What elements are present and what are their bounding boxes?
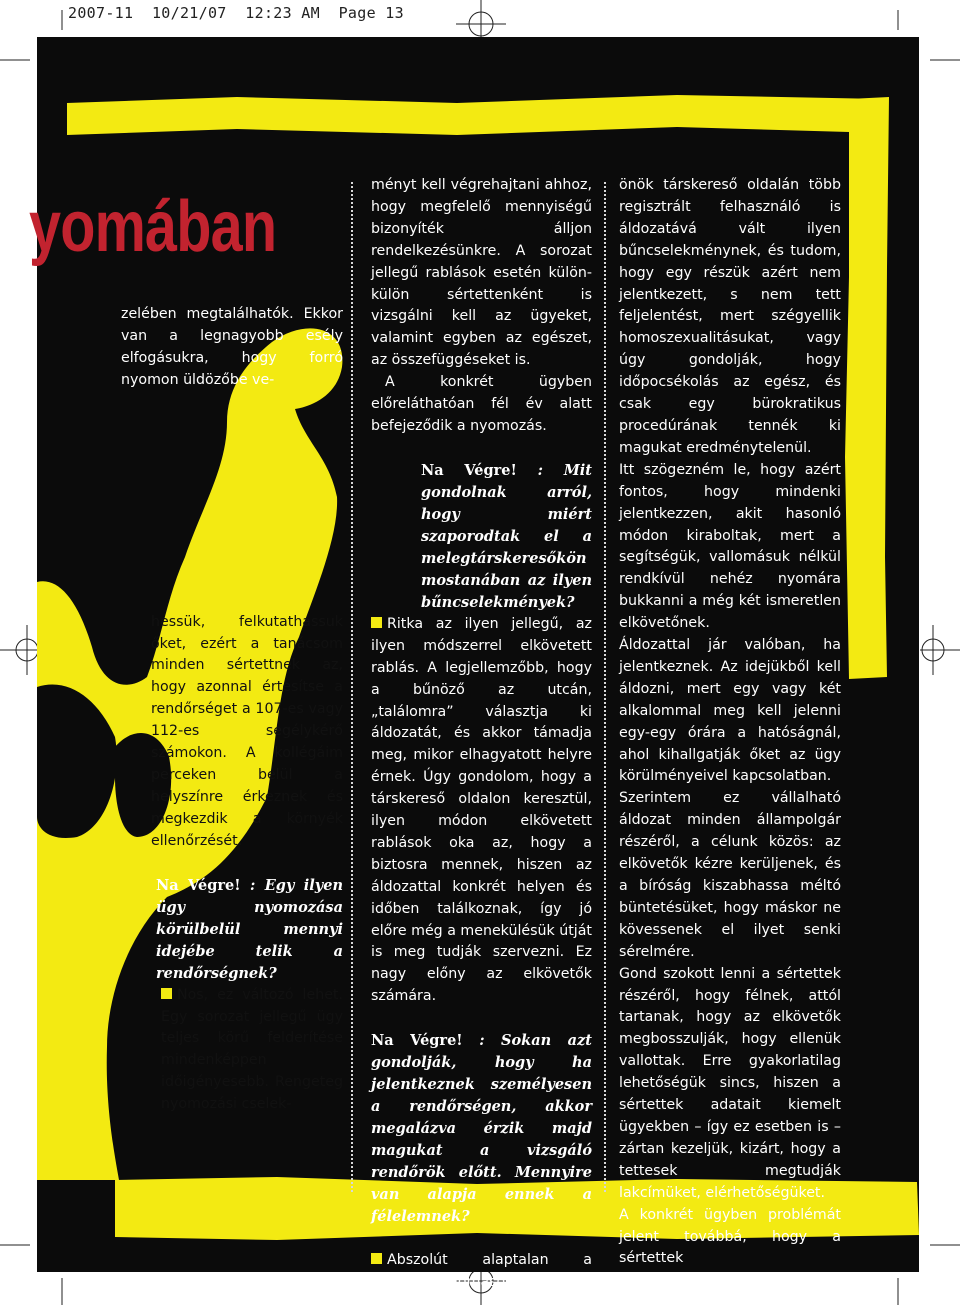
magazine-name: Na Végre! (371, 1032, 463, 1050)
magazine-name: Na Végre! (156, 876, 241, 894)
column-divider-1 (351, 182, 353, 1192)
column-1-paragraph: hessük, felkutathassuk őket, ezért a tanácsom minden sértettnek az, hogy azonnal értesítse a rendőrséget a 107-es vagy 112-es segélykérő számokon. A kollégáim perceken belül a helyszínre érkeznek és megkezdik a környék ellenőrzését. (151, 613, 343, 849)
column-3-paragraph-6: A konkrét ügyben problémát jelent továbbá, hogy a sértettek (619, 1206, 841, 1267)
interview-question-2 (371, 460, 592, 614)
interview-question-1 (121, 875, 343, 985)
answer-2: Ritka az ilyen jellegű, az ilyen módszerrel elkövetett rablás. A legjellemzőbb, hogy a bűnöző az utcán, „találomra” választja ki áldozatát, és akkor támadja meg, mikor elhagyatott helyre érnek. Úgy gondolom, hogy a társkereső oldalon keresztül, ilyen módon elkövetett rablások oka az, hogy a biztosra mennek, hiszen az áldozattal konkrét helyen és időben találkoznak, így jó előre még a menekülésük útját is meg tudják szervezni. Ez nagy előny az elkövetők számára. (371, 615, 592, 1005)
column-1-intro: zelében megtalálhatók. Ekkor van a legnagyobb esély elfogásukra, hogy forró nyomon üldözőbe ve- (121, 306, 343, 388)
column-divider-2 (604, 182, 606, 1192)
magazine-page (29, 37, 919, 1312)
question-text: : Egy ilyen ügy nyomozása körülbelül mennyi idejébe telik a rendőrségnek? (156, 876, 343, 982)
column-3-paragraph-3: Áldozattal jár valóban, ha jelentkeznek. Az idejükből kell áldozni, mert egy vagy két alkalommal meg kell jelenni egy-egy órára a hatóságnál, ahol kihallgatják őket az ügy körülményeivel kapcsolatban. (619, 637, 841, 785)
bullet-square-icon (161, 988, 172, 999)
question-text: : Mit gondolnak arról, hogy miért szaporodtak el a melegtárskeresőkön mostanában az ilyen bűncselekmények? (421, 461, 592, 611)
bullet-square-icon (371, 617, 382, 628)
question-text: : Sokan azt gondolják, hogy ha jelentkeznek személyesen a rendőrségen, akkor megalázva érzik majd magukat a vizsgáló rendőrök előtt. Mennyire van alapja ennek a félelemnek? (371, 1032, 592, 1226)
column-3-paragraph-1: önök társkereső oldalán több regisztrált felhasználó is áldozatává vált ilyen bűncselekménynek, és tudom, hogy egy részük azért nem jelentkezett, s nem tett feljelentést, mert szégyellik homoszexualitásukat, vagy úgy gondolják, hogy időpocsékolás az egész, és csak egy bürokratikus procedúrának tennék ki magukat eredménytelenül. (619, 177, 841, 456)
column-1 (121, 304, 343, 1116)
column-2-paragraph-1: ményt kell végrehajtani ahhoz, hogy megfelelő mennyiségű bizonyíték álljon rendelkezésünkre. A sorozat jellegű rablások esetén külön-külön sértettenként is vizsgálni kell az ügyeket, valamint egyben az egészet, az összefüggéseket is. (371, 177, 592, 369)
headline-fragment: yomában (29, 187, 277, 267)
column-3-paragraph-2: Itt szögezném le, hogy azért fontos, hogy mindenki jelentkezzen, akit hasonló módon kiraboltak, mert a segítségük, vallomásuk nélkül rendkívül nehéz nyomára bukkanni a még két ismeretlen elkövetőnek. (619, 461, 841, 632)
column-2-paragraph-2: A konkrét ügyben előreláthatóan fél év alatt befejeződik a nyomozás. (371, 374, 592, 434)
answer-3: Abszolút alaptalan a félelem. Tudomásom van arról, hogy az (371, 1252, 592, 1312)
print-slug: 2007-11 10/21/07 12:23 AM Page 13 (68, 4, 404, 22)
column-3-paragraph-4: Szerintem ez vállalható áldozat minden állampolgár részéről, a célunk közös: az elkövetők kézre kerüljenek, és a bíróság kiszabhassa méltó büntetésüket, hogy máskor ne kövessenek el ilyet senki sérelmére. (619, 790, 841, 960)
answer-1: Nos, ez változó lehet. Egy sorozat jellegű ügy teljes körű felderítése mindenképpen időigényesebb. Rengeteg nyomozási cselek- (161, 986, 343, 1113)
column-2 (371, 175, 592, 1316)
column-3-paragraph-5: Gond szokott lenni a sértettek részéről, hogy félnek, attól tartanak, hogy az elkövetők megbosszulják, hogy ellenük vallottak. Erre gyakorlatilag lehetőségük sincs, hiszen a sértettek adatait kiemelt ügyekben – így ez esetben is – zártan kezeljük, kizárt, hogy a tettesek megtudják lakcímüket, elérhetőségüket. (619, 965, 841, 1201)
magazine-name: Na Végre! (421, 461, 517, 479)
bullet-square-icon (371, 1253, 382, 1264)
column-3 (619, 175, 841, 1270)
interview-question-3 (371, 1030, 592, 1228)
